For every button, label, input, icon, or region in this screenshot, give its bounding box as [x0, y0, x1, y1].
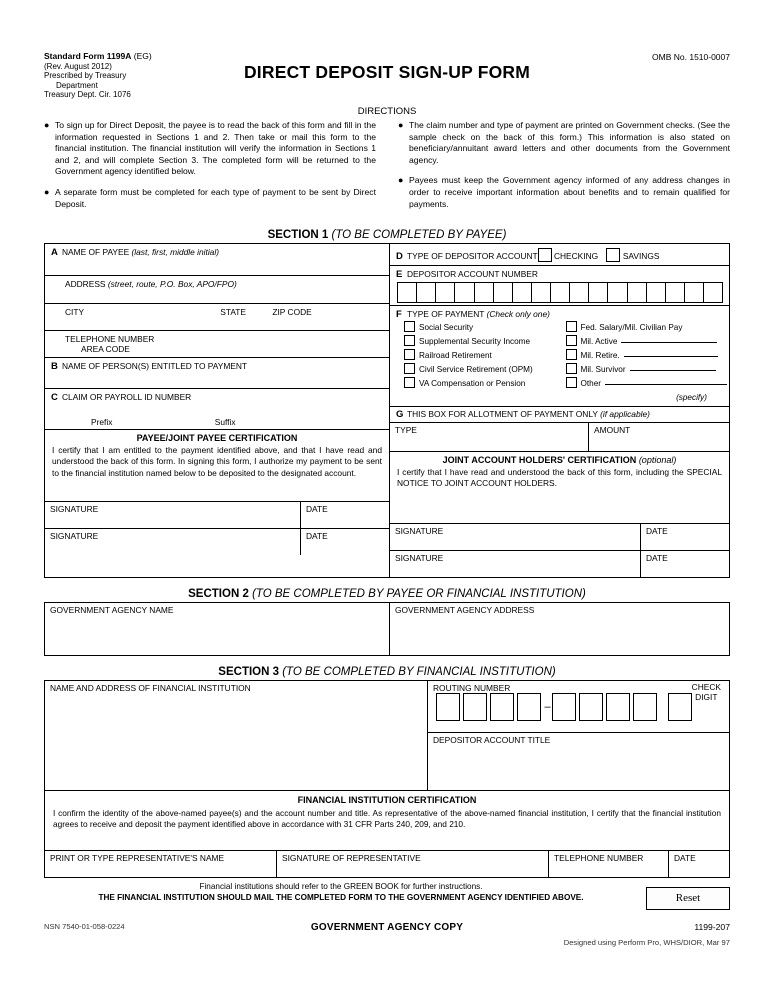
routing-number-boxes[interactable] — [428, 693, 729, 721]
form-header — [44, 52, 730, 104]
direction-text: The claim number and type of payment are printed on Government checks. (See the sample check on the back of this form.) This information is also stated on beneficiary/annuitant award letters and other documents from the Government agency. — [409, 120, 730, 165]
account-number-cell[interactable] — [666, 283, 685, 302]
label-text: CLAIM OR PAYROLL ID NUMBER — [62, 392, 192, 403]
form-number: 1199-207 — [694, 922, 730, 933]
section3-heading-label: SECTION 3 — [218, 666, 280, 679]
bullet-icon: ● — [398, 120, 404, 130]
type-of-account-row — [390, 244, 729, 262]
payment-type-label: Railroad Retirement — [419, 351, 492, 361]
allotment-fields-row — [390, 423, 729, 452]
field-address[interactable] — [45, 276, 389, 304]
payment-type-label: Other — [580, 379, 602, 389]
label-text: THIS BOX FOR ALLOTMENT OF PAYMENT ONLY — [407, 409, 598, 420]
checkbox-icon[interactable] — [404, 363, 415, 374]
label-prefix: Prefix — [91, 417, 113, 428]
checkbox-icon[interactable] — [566, 335, 577, 346]
label-hint: (Check only one) — [486, 309, 550, 320]
field-city-state-zip[interactable] — [45, 304, 389, 331]
account-number-cell[interactable] — [704, 283, 722, 302]
field-letter-e: E — [396, 269, 403, 281]
form-revision: (Rev. August 2012) — [44, 61, 112, 71]
account-number-cell[interactable] — [398, 283, 417, 302]
account-number-cell[interactable] — [475, 283, 494, 302]
claim-id-sublabels — [45, 417, 236, 427]
payment-type-option[interactable] — [566, 363, 729, 377]
routing-number-cell[interactable] — [436, 693, 460, 721]
payment-type-option[interactable] — [566, 377, 729, 391]
joint-certification-title-text: JOINT ACCOUNT HOLDERS' CERTIFICATION — [442, 455, 637, 466]
section3-frame — [44, 680, 730, 878]
account-number-cell[interactable] — [436, 283, 455, 302]
specify-hint: (specify) — [676, 393, 707, 403]
joint-date-field-2[interactable] — [641, 551, 727, 577]
form-prescribed-line2: Department — [56, 80, 98, 90]
payee-certification-title: PAYEE/JOINT PAYEE CERTIFICATION — [136, 433, 298, 444]
field-letter-c: C — [51, 392, 58, 404]
designed-note: Designed using Perform Pro, WHS/DIOR, Mar 97 — [563, 938, 730, 948]
directions-left-column — [44, 120, 376, 219]
account-number-cell[interactable] — [532, 283, 551, 302]
payment-type-label: Mil. Active — [580, 337, 618, 347]
label-text: NAME OF PAYEE — [62, 247, 130, 258]
label-signature: SIGNATURE — [395, 526, 444, 537]
label-signature: SIGNATURE — [50, 531, 99, 542]
label-signature: SIGNATURE — [395, 553, 444, 564]
field-telephone[interactable] — [45, 331, 389, 358]
section3-heading-note: (TO BE COMPLETED BY FINANCIAL INSTITUTION) — [282, 666, 556, 679]
field-type-of-depositor-account — [390, 244, 729, 266]
section1-right-column — [390, 244, 729, 577]
label-signature: SIGNATURE — [50, 504, 99, 515]
account-number-cell[interactable] — [685, 283, 704, 302]
label-rep-telephone: TELEPHONE NUMBER — [554, 853, 644, 864]
payment-type-write-in-line[interactable] — [605, 384, 727, 385]
payment-type-label: Supplemental Security Income — [419, 337, 531, 347]
bullet-icon: ● — [44, 120, 50, 130]
field-representative-telephone[interactable] — [549, 851, 669, 877]
account-number-cell[interactable] — [647, 283, 666, 302]
payment-type-option[interactable] — [404, 377, 566, 391]
account-number-cell[interactable] — [513, 283, 532, 302]
joint-signature-row-1 — [390, 524, 729, 551]
direction-item — [44, 120, 376, 178]
field-government-agency-address[interactable] — [390, 603, 729, 655]
footer-meta — [44, 922, 730, 952]
field-depositor-account-number — [390, 266, 729, 306]
routing-dash-separator: – — [544, 701, 551, 714]
label-depositor-account-title: DEPOSITOR ACCOUNT TITLE — [433, 735, 551, 746]
section2-heading — [44, 588, 730, 600]
field-financial-institution-name-address[interactable] — [45, 681, 428, 790]
mail-instruction-note: THE FINANCIAL INSTITUTION SHOULD MAIL THE COMPLETED FORM TO THE GOVERNMENT AGENCY IDENTIFIED ABOVE. — [98, 893, 584, 903]
financial-institution-certification-block — [45, 791, 729, 851]
field-letter-a: A — [51, 247, 58, 259]
direction-text: Payees must keep the Government agency informed of any address changes in order to receive important information about benefits and to remain qualified for payments. — [409, 175, 730, 209]
field-claim-id[interactable] — [45, 389, 389, 430]
account-number-cell[interactable] — [494, 283, 513, 302]
checkbox-icon[interactable] — [404, 321, 415, 332]
label-text: ADDRESS — [65, 279, 106, 290]
checkbox-checking[interactable] — [538, 248, 552, 262]
account-number-cell[interactable] — [628, 283, 647, 302]
field-letter-g: G — [396, 409, 404, 421]
label-city: CITY — [65, 307, 84, 318]
direction-item — [398, 175, 730, 210]
section1-heading-label: SECTION 1 — [267, 229, 329, 242]
joint-certification-text: I certify that I have read and understood the back of this form, including the SPECIAL NOTICE TO JOINT ACCOUNT HOLDERS. — [397, 467, 722, 489]
field-representative-signature[interactable] — [277, 851, 549, 877]
form-name: Standard Form 1199A — [44, 51, 132, 61]
section1-left-column — [45, 244, 390, 577]
label-area-code: AREA CODE — [81, 344, 130, 355]
payment-type-label: Social Security — [419, 323, 474, 333]
allotment-label — [390, 407, 729, 420]
field-letter-d: D — [396, 251, 403, 263]
check-digit-line2: DIGIT — [695, 691, 718, 702]
page-title: DIRECT DEPOSIT SIGN-UP FORM — [243, 62, 531, 82]
payment-type-label: Civil Service Retirement (OPM) — [419, 365, 533, 375]
field-city-state-zip-label — [45, 304, 389, 317]
representative-row — [45, 851, 729, 877]
account-number-cell[interactable] — [455, 283, 474, 302]
field-telephone-label — [45, 331, 389, 354]
field-representative-name[interactable] — [45, 851, 277, 877]
payee-date-field-2[interactable] — [301, 529, 388, 555]
payment-type-option[interactable] — [404, 349, 566, 363]
payment-type-write-in-line[interactable] — [630, 370, 716, 371]
section1-heading-note: (TO BE COMPLETED BY PAYEE) — [331, 229, 507, 242]
field-allotment-type[interactable] — [390, 423, 589, 451]
label-rep-signature: SIGNATURE OF REPRESENTATIVE — [282, 853, 421, 864]
joint-certification-title — [390, 452, 729, 467]
depositor-account-number-boxes[interactable] — [397, 282, 723, 303]
account-number-cell[interactable] — [570, 283, 589, 302]
account-number-cell[interactable] — [417, 283, 436, 302]
label-fi-name-address: NAME AND ADDRESS OF FINANCIAL INSTITUTION — [50, 683, 251, 694]
payment-type-columns — [390, 320, 729, 393]
depositor-account-number-label — [390, 266, 729, 280]
payment-type-option[interactable] — [404, 363, 566, 377]
section1-frame — [44, 243, 730, 578]
label-zip: ZIP CODE — [272, 307, 312, 318]
label-date: DATE — [306, 531, 328, 542]
joint-signature-field-1[interactable] — [390, 524, 641, 550]
label-amount: AMOUNT — [594, 425, 631, 436]
type-of-payment-label — [390, 306, 729, 320]
payee-signature-row-2 — [45, 529, 389, 555]
label-suffix: Suffix — [214, 417, 236, 428]
routing-number-cell[interactable] — [463, 693, 487, 721]
payment-type-label: Mil. Survivor — [580, 365, 626, 375]
checkbox-icon[interactable] — [566, 377, 577, 388]
section1-columns — [45, 244, 729, 577]
field-representative-date[interactable] — [669, 851, 728, 877]
direction-text: A separate form must be completed for each type of payment to be sent by Direct Deposit. — [55, 186, 376, 209]
label-date: DATE — [646, 526, 668, 537]
label-savings: SAVINGS — [622, 251, 660, 262]
field-allotment-amount[interactable] — [589, 423, 727, 451]
field-allotment-header — [390, 407, 729, 423]
field-address-label — [45, 276, 389, 289]
payment-type-label: VA Compensation or Pension — [419, 379, 526, 389]
section3-top-row — [45, 681, 729, 791]
label-type: TYPE — [395, 425, 417, 436]
label-date: DATE — [306, 504, 328, 515]
routing-number-cell[interactable] — [606, 693, 630, 721]
bullet-icon: ● — [44, 186, 50, 197]
label-text: NAME OF PERSON(S) ENTITLED TO PAYMENT — [62, 361, 248, 372]
label-hint: (if applicable) — [600, 409, 650, 420]
check-digit-line1: CHECK — [691, 682, 721, 693]
payment-type-option[interactable] — [566, 349, 729, 363]
reset-button[interactable]: Reset — [646, 887, 730, 910]
checkbox-icon[interactable] — [404, 377, 415, 388]
direction-item — [44, 187, 376, 210]
payment-type-option[interactable] — [566, 335, 729, 349]
routing-number-cell[interactable] — [633, 693, 657, 721]
section2-heading-note: (TO BE COMPLETED BY PAYEE OR FINANCIAL INSTITUTION) — [252, 588, 586, 601]
omb-number: OMB No. 1510-0007 — [652, 52, 730, 62]
label-agency-address: GOVERNMENT AGENCY ADDRESS — [395, 605, 535, 616]
routing-number-cell[interactable] — [517, 693, 541, 721]
label-text: TYPE OF PAYMENT — [407, 309, 485, 320]
payment-type-label: Fed. Salary/Mil. Civilian Pay — [580, 323, 683, 333]
section1-heading — [44, 229, 730, 241]
account-number-cell[interactable] — [551, 283, 570, 302]
joint-certification-optional: (optional) — [638, 455, 677, 466]
field-name-of-payee[interactable] — [45, 244, 389, 276]
payment-types-right — [566, 321, 729, 391]
field-depositor-account-title[interactable] — [428, 733, 729, 790]
check-digit-label — [692, 683, 721, 702]
payee-signature-row-1 — [45, 502, 389, 529]
payee-certification-text: I certify that I am entitled to the payment identified above, and that I have read and understood the back of this form. In signing this form, I authorize my payment to be sent to the financial institution named below to be deposited to the designated account. — [52, 445, 382, 478]
footer-notes — [44, 881, 730, 915]
copy-designation: GOVERNMENT AGENCY COPY — [310, 922, 464, 934]
form-prescribed-line1: Prescribed by Treasury — [44, 71, 127, 80]
payment-type-write-in-line[interactable] — [624, 356, 718, 357]
payment-type-option[interactable] — [404, 321, 566, 335]
field-person-entitled-label — [45, 358, 389, 372]
label-text: DEPOSITOR ACCOUNT NUMBER — [407, 269, 538, 280]
payment-type-write-in-line[interactable] — [621, 342, 717, 343]
payee-signature-field-1[interactable] — [45, 502, 301, 528]
section3-heading — [44, 666, 730, 678]
form-name-line — [44, 52, 152, 62]
checkbox-savings[interactable] — [606, 248, 620, 262]
routing-number-cell[interactable] — [579, 693, 603, 721]
field-letter-f: F — [396, 309, 402, 321]
fi-certification-title: FINANCIAL INSTITUTION CERTIFICATION — [297, 795, 477, 806]
bullet-icon: ● — [398, 175, 404, 186]
green-book-note: Financial institutions should refer to the GREEN BOOK for further instructions. — [199, 882, 483, 892]
checkbox-icon[interactable] — [404, 349, 415, 360]
label-routing-number: ROUTING NUMBER — [433, 683, 511, 694]
routing-number-cell[interactable] — [490, 693, 514, 721]
nsn-number: NSN 7540-01-058-0224 — [44, 922, 125, 932]
section3-right-column — [428, 681, 729, 790]
field-type-of-payment — [390, 306, 729, 407]
account-number-cell[interactable] — [589, 283, 608, 302]
directions-columns — [44, 120, 730, 219]
label-telephone: TELEPHONE NUMBER — [65, 334, 155, 345]
section2-frame — [44, 602, 730, 656]
label-state: STATE — [220, 307, 247, 318]
label-rep-date: DATE — [674, 853, 696, 864]
payee-certification-block — [45, 430, 389, 502]
directions-right-column — [398, 120, 730, 219]
checkbox-icon[interactable] — [566, 349, 577, 360]
form-sheet — [44, 52, 730, 952]
checkbox-icon[interactable] — [566, 363, 577, 374]
checkbox-icon[interactable] — [404, 335, 415, 346]
direction-item — [398, 120, 730, 166]
form-circular: Treasury Dept. Cir. 1076 — [44, 90, 131, 99]
account-number-cell[interactable] — [608, 283, 627, 302]
joint-date-field-1[interactable] — [641, 524, 727, 550]
form-edition: (EG) — [133, 51, 152, 61]
label-date: DATE — [646, 553, 668, 564]
field-government-agency-name[interactable] — [45, 603, 390, 655]
field-claim-id-label — [45, 389, 389, 403]
fi-certification-text: I confirm the identity of the above-named payee(s) and the account number and title. As representative of the above-named financial institution, I certify that the financial institution agrees to receive and deposit the payment identified above in accordance with 31 CFR Parts 240, 209, and 210. — [53, 808, 721, 830]
field-letter-b: B — [51, 361, 58, 373]
field-person-entitled[interactable] — [45, 358, 389, 389]
field-name-of-payee-label — [45, 244, 389, 258]
payee-signature-field-2[interactable] — [45, 529, 301, 555]
routing-number-cell[interactable] — [552, 693, 576, 721]
checkbox-icon[interactable] — [566, 321, 577, 332]
directions-heading: DIRECTIONS — [357, 106, 417, 117]
label-hint: (street, route, P.O. Box, APO/FPO) — [107, 279, 237, 290]
field-routing-number — [428, 681, 729, 733]
payment-types-left — [390, 321, 566, 391]
label-checking: CHECKING — [553, 251, 599, 262]
payee-date-field-1[interactable] — [301, 502, 388, 528]
section2-heading-label: SECTION 2 — [188, 588, 249, 601]
payment-type-label: Mil. Retire. — [580, 351, 620, 361]
check-digit-cell[interactable] — [668, 693, 692, 721]
label-hint: (last, first, middle initial) — [131, 247, 219, 258]
label-rep-name: PRINT OR TYPE REPRESENTATIVE'S NAME — [50, 853, 225, 864]
label-agency-name: GOVERNMENT AGENCY NAME — [50, 605, 174, 616]
joint-certification-block — [390, 452, 729, 524]
joint-signature-row-2 — [390, 551, 729, 577]
payment-type-option[interactable] — [566, 321, 729, 335]
payment-type-option[interactable] — [404, 335, 566, 349]
joint-signature-field-2[interactable] — [390, 551, 641, 577]
direction-text: To sign up for Direct Deposit, the payee is to read the back of this form and fill in the information requested in Sections 1 and 2. Then take or mail this form to the financial institution. The financial institution will verify the information in Sections 1 and 2, and will complete Section 3. The completed form will be returned to the Government agency identified below. — [55, 120, 376, 177]
label-text: TYPE OF DEPOSITOR ACCOUNT — [407, 251, 538, 262]
